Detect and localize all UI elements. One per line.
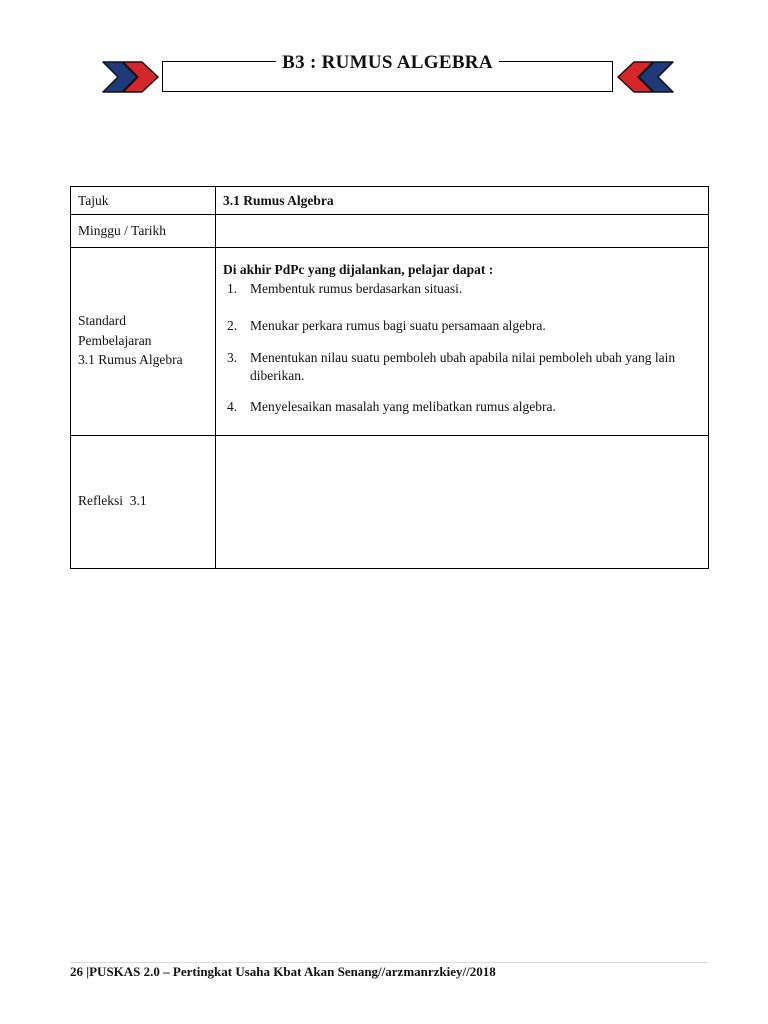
refleksi-label: Refleksi 3.1 [78,493,147,508]
list-item-number: 2. [227,317,238,333]
minggu-tarikh-value [216,215,709,248]
standard-label-line: Standard [78,313,126,328]
table-row-refleksi [71,436,709,569]
topic-label-line: 3.1 Rumus Algebra [78,352,183,367]
list-item-text: Menukar perkara rumus bagi suatu persamaan algebra. [250,317,546,333]
list-item-number: 3. [227,350,238,365]
double-chevron-right-icon [102,61,160,93]
list-item [223,280,701,298]
table-row-standard-pembelajaran [71,248,709,436]
list-item [223,317,701,335]
standard-pembelajaran-label [78,311,208,370]
tajuk-value: 3.1 Rumus Algebra [216,187,709,215]
list-item-number: 4. [227,399,238,414]
page-footer: 26 |PUSKAS 2.0 – Pertingkat Usaha Kbat Akan Senang//arzmanrzkiey//2018 [70,964,496,979]
list-item-number: 1. [227,281,238,296]
list-item [223,398,701,416]
page-title-text: B3 : RUMUS ALGEBRA [276,52,499,73]
objectives-list [223,280,701,416]
list-item-text: Menyelesaikan masalah yang melibatkan rumus algebra. [250,399,556,414]
learning-objectives-cell [216,248,709,436]
objectives-intro: Di akhir PdPc yang dijalankan, pelajar dapat : [223,262,494,277]
minggu-tarikh-label: Minggu / Tarikh [71,215,216,248]
refleksi-cell [71,436,216,569]
lesson-plan-table [70,186,709,569]
footer-divider [70,962,709,963]
list-item-text: Membentuk rumus berdasarkan situasi. [250,281,463,296]
standard-pembelajaran-cell [71,248,216,436]
refleksi-value [216,436,709,569]
pembelajaran-label-line: Pembelajaran [78,332,152,348]
list-item [223,349,701,384]
table-row-tajuk [71,187,709,215]
tajuk-label: Tajuk [71,187,216,215]
double-chevron-left-icon [616,61,674,93]
list-item-text: Menentukan nilau suatu pemboleh ubah apabila nilai pemboleh ubah yang lain diberikan. [250,350,676,383]
table-row-minggu-tarikh [71,215,709,248]
page-title [162,52,613,74]
